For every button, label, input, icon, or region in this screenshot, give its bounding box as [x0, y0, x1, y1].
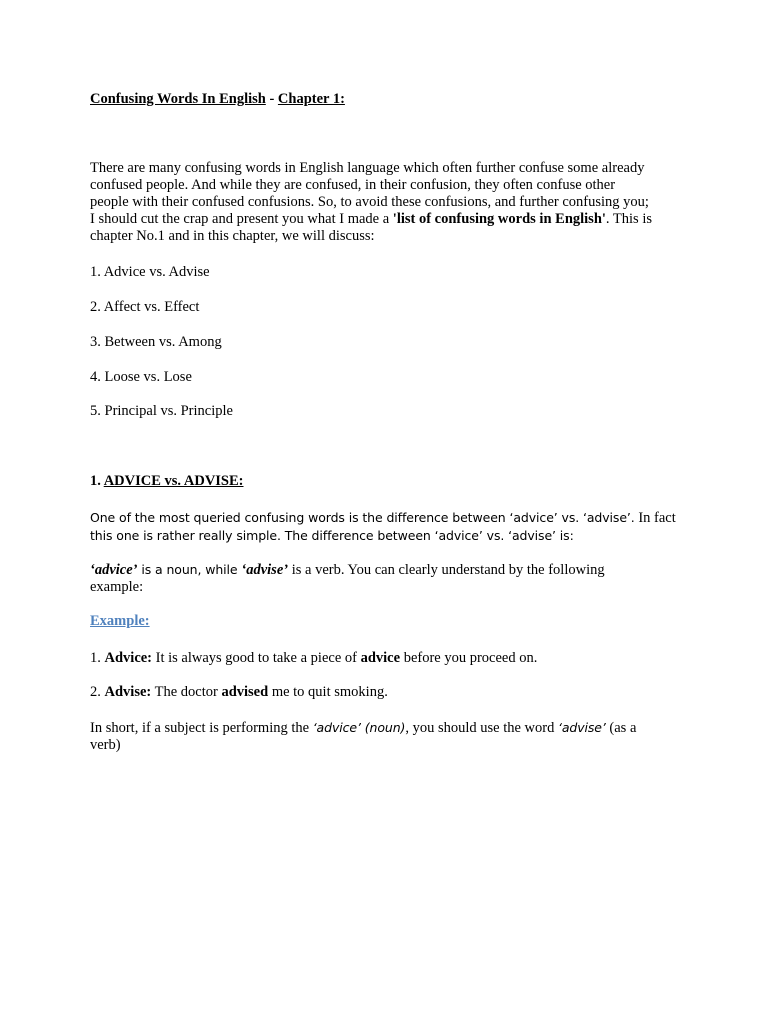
definition-advise: ‘advise’	[241, 562, 289, 578]
example-1-text-b: before you proceed on.	[400, 650, 538, 666]
section-1-para-line-1-end: In fact	[634, 510, 676, 526]
example-2-text-b: me to quit smoking.	[268, 684, 388, 700]
definition-line-1	[90, 561, 680, 579]
section-1-heading	[90, 473, 680, 490]
intro-list-title: 'list of confusing words in English'	[392, 211, 606, 227]
summary-start: In short, if a subject is performing the	[90, 720, 313, 736]
summary-line-1	[90, 719, 680, 737]
summary-mid: , you should use the word	[405, 720, 558, 736]
intro-line-4-end: . This is	[605, 211, 652, 227]
example-heading	[90, 613, 680, 630]
intro-line-4-start: I should cut the crap and present you what I made a	[90, 211, 393, 227]
summary-noun: ‘advice’ (noun)	[312, 720, 406, 735]
topic-item-4: 4. Loose vs. Lose	[90, 369, 192, 385]
title-main: Confusing Words In English	[90, 91, 266, 107]
summary-line-2: verb)	[90, 737, 121, 753]
topic-item-5: 5. Principal vs. Principle	[90, 403, 233, 419]
intro-line-2: confused people. And while they are confused, in their confusion, they often confuse other	[90, 177, 616, 193]
section-1-title: ADVICE vs. ADVISE:	[103, 473, 244, 489]
definition-end: is a verb. You can clearly understand by the following	[288, 562, 605, 578]
example-1-label: Advice:	[104, 650, 153, 666]
definition-mid: is a noun, while	[137, 562, 242, 577]
title-separator: -	[265, 91, 278, 107]
topic-item-2: 2. Affect vs. Effect	[90, 299, 200, 315]
summary-end: (as a	[605, 720, 637, 736]
topic-item-3: 3. Between vs. Among	[90, 334, 222, 350]
title-chapter: Chapter 1:	[277, 91, 345, 107]
document-title	[90, 91, 680, 108]
example-1-number: 1.	[90, 650, 105, 666]
summary-paragraph	[90, 719, 680, 754]
example-2-number: 2.	[90, 684, 105, 700]
intro-line-5: chapter No.1 and in this chapter, we will discuss:	[90, 228, 375, 244]
section-1-para-line-1	[90, 509, 680, 527]
section-1-number: 1.	[90, 473, 104, 489]
intro-line-1: There are many confusing words in English language which often further confuse some already	[90, 160, 645, 176]
section-1-para-line-1-text: One of the most queried confusing words is the difference between ‘advice’ vs. ‘advise’.	[90, 510, 635, 525]
example-1-text-a: It is always good to take a piece of	[152, 650, 361, 666]
example-2-label: Advise:	[104, 684, 152, 700]
intro-line-4	[90, 211, 680, 228]
summary-verb: ‘advise’	[557, 720, 606, 735]
example-link[interactable]: Example:	[90, 613, 150, 629]
topic-item-1: 1. Advice vs. Advise	[90, 264, 210, 280]
definition-advice: ‘advice’	[90, 562, 138, 578]
example-1	[90, 650, 680, 667]
example-1-word: advice	[360, 650, 401, 666]
definition-paragraph	[90, 561, 680, 596]
intro-paragraph	[90, 160, 680, 245]
example-2-word: advised	[221, 684, 269, 700]
definition-line-2: example:	[90, 579, 144, 595]
section-1-para-line-2: this one is rather really simple. The difference between ‘advice’ vs. ‘advise’ is:	[90, 528, 574, 543]
section-1-paragraph	[90, 509, 680, 544]
example-2-text-a: The doctor	[151, 684, 222, 700]
example-2	[90, 684, 680, 701]
intro-line-3: people with their confused confusions. So, to avoid these confusions, and further confusing you;	[90, 194, 649, 210]
